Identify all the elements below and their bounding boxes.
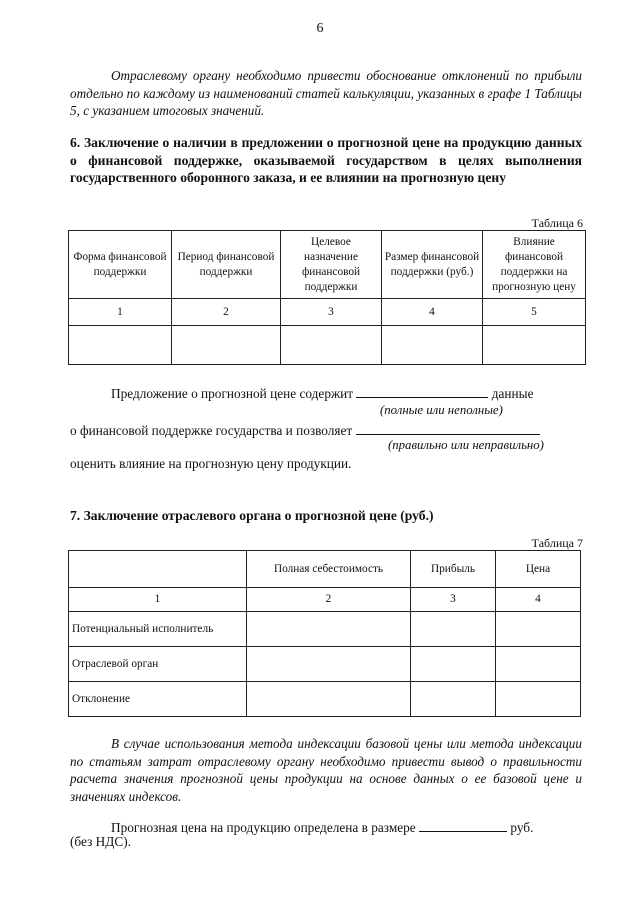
table-6-col-number: 2 (172, 299, 281, 326)
table-6-col-number: 1 (69, 299, 172, 326)
table-7-header: Цена (496, 551, 581, 588)
proposal-line-2 (70, 421, 540, 439)
table-6 (68, 230, 586, 365)
vat-note: (без НДС). (70, 834, 131, 849)
table-7-header-empty (69, 551, 247, 588)
final-price-unit: руб. (510, 820, 534, 835)
intro-paragraph: Отраслевому органу необходимо привести обоснование отклонений по прибыли отдельно по каждому из наименований статей калькуляции, указанных в графе 1 Таблицы 5, с указанием итоговых значений. (70, 68, 582, 118)
section-6-heading: 6. Заключение о наличии в предложении о прогнозной цене на продукцию данных о финансовой поддержке, оказываемой государством в целях выполнения государственного оборонного заказа, и ее влиянии на прогнозную цену (70, 135, 582, 185)
table-6-header: Форма финансовой поддержки (69, 231, 172, 299)
table-7-col-number: 4 (496, 588, 581, 612)
proposal-line-3: оценить влияние на прогнозную цену продукции. (70, 456, 352, 471)
table-6-col-number: 3 (281, 299, 382, 326)
table-7-row-label: Отраслевой орган (69, 647, 247, 682)
table-6-header: Целевое назначение финансовой поддержки (281, 231, 382, 299)
table-7-header: Полная себестоимость (247, 551, 411, 588)
hint-correct: (правильно или неправильно) (388, 438, 544, 452)
proposal-line-1 (111, 384, 534, 402)
proposal-line-2-text: о финансовой поддержке государства и позволяет (70, 423, 353, 438)
final-price-line (111, 818, 533, 836)
section-7-heading: 7. Заключение отраслевого органа о прогнозной цене (руб.) (70, 508, 434, 523)
table-6-header: Период финансовой поддержки (172, 231, 281, 299)
table-6-col-number: 5 (483, 299, 586, 326)
hint-complete: (полные или неполные) (380, 403, 503, 417)
table-7-row-label: Потенциальный исполнитель (69, 612, 247, 647)
correctness-blank[interactable] (356, 421, 540, 435)
proposal-line-1-end: данные (491, 386, 534, 401)
table-6-header: Размер финансовой поддержки (руб.) (382, 231, 483, 299)
table-7-col-number: 2 (247, 588, 411, 612)
proposal-line-1-text: Предложение о прогнозной цене содержит (111, 386, 354, 401)
table-row (69, 647, 581, 682)
table-7-row-label: Отклонение (69, 682, 247, 717)
table-6-caption: Таблица 6 (531, 216, 583, 230)
table-7-col-number: 1 (69, 588, 247, 612)
table-row (69, 682, 581, 717)
table-7-header: Прибыль (411, 551, 496, 588)
table-7-col-number: 3 (411, 588, 496, 612)
table-7-caption: Таблица 7 (531, 536, 583, 550)
completeness-blank[interactable] (356, 384, 488, 398)
table-6-header: Влияние финансовой поддержки на прогнозную цену (483, 231, 586, 299)
table-6-col-number: 4 (382, 299, 483, 326)
table-6-empty-row (69, 326, 586, 365)
table-row (69, 612, 581, 647)
final-price-text: Прогнозная цена на продукцию определена в размере (111, 820, 416, 835)
indexation-note: В случае использования метода индексации базовой цены или метода индексации по статьям затрат отраслевому органу необходимо привести вывод о правильности расчета значения прогнозной цены продукции на основе данных о ее базовой цене и значениях индексов. (70, 736, 582, 804)
page-number: 6 (316, 21, 324, 36)
table-7 (68, 550, 581, 717)
price-blank[interactable] (419, 818, 507, 832)
